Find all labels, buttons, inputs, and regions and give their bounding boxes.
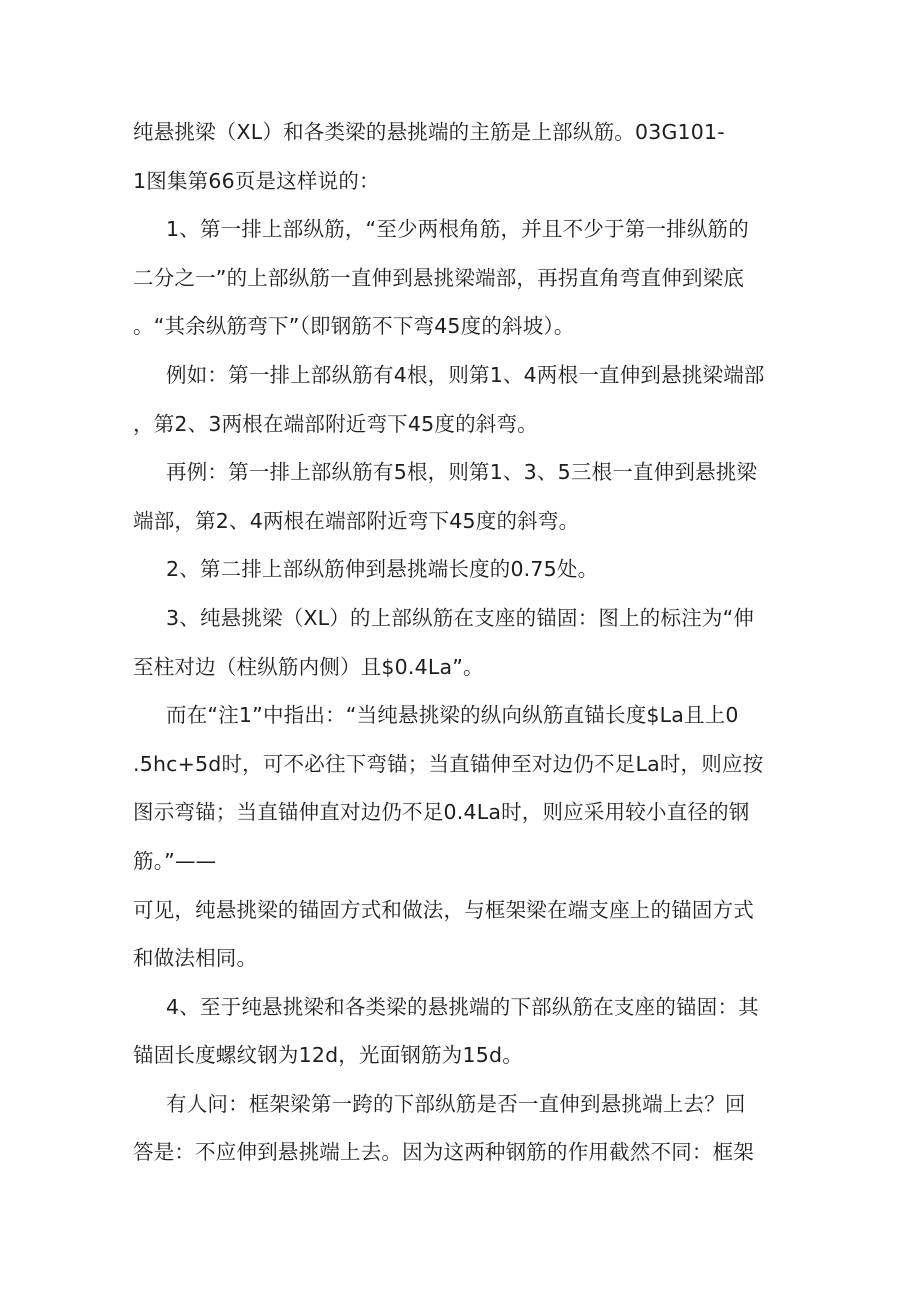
- text-line: 例如：第一排上部纵筋有4根，则第1、4两根一直伸到悬挑梁端部: [166, 362, 765, 387]
- text-line: 锚固长度螺纹钢为12d，光面钢筋为15d。: [133, 1043, 523, 1068]
- text-line: 有人问：框架梁第一跨的下部纵筋是否一直伸到悬挑端上去？回: [166, 1091, 746, 1116]
- document-body: [133, 116, 793, 1185]
- text-line: 纯悬挑梁（XL）和各类梁的悬挑端的主筋是上部纵筋。03G101-: [133, 120, 725, 144]
- text-line: 图示弯锚；当直锚伸直对边仍不足0.4La时，则应采用较小直径的钢: [133, 800, 750, 825]
- text-line: 而在“注1”中指出：“当纯悬挑梁的纵向纵筋直锚长度$La且上0: [166, 703, 739, 728]
- text-line: 。“其余纵筋弯下”（即钢筋不下弯45度的斜坡）。: [133, 314, 575, 339]
- text-line: 筋。”——: [133, 848, 217, 873]
- text-line: 1、第一排上部纵筋，“至少两根角筋，并且不少于第一排纵筋的: [166, 217, 749, 242]
- text-line: 再例：第一排上部纵筋有5根，则第1、3、5三根一直伸到悬挑梁: [166, 460, 758, 485]
- text-line: 和做法相同。: [133, 946, 258, 971]
- text-line: 端部，第2、4两根在端部附近弯下45度的斜弯。: [133, 508, 580, 533]
- text-line: 3、纯悬挑梁（XL）的上部纵筋在支座的锚固：图上的标注为“伸: [166, 605, 755, 630]
- text-line: 1图集第66页是这样说的：: [133, 168, 380, 193]
- text-line: 至柱对边（柱纵筋内侧）且$0.4La”。: [133, 654, 484, 679]
- text-line: 2、第二排上部纵筋伸到悬挑端长度的0.75处。: [166, 557, 599, 582]
- text-line: 4、至于纯悬挑梁和各类梁的悬挑端的下部纵筋在支座的锚固：其: [166, 994, 759, 1019]
- text-line: .5hc+5d时，可不必往下弯锚；当直锚伸至对边仍不足La时，则应按: [133, 751, 764, 776]
- text-line: 答是：不应伸到悬挑端上去。因为这两种钢筋的作用截然不同：框架: [133, 1140, 754, 1165]
- text-line: ，第2、3两根在端部附近弯下45度的斜弯。: [133, 411, 538, 436]
- text-line: 可见，纯悬挑梁的锚固方式和做法，与框架梁在端支座上的锚固方式: [133, 897, 754, 922]
- text-line: 二分之一”的上部纵筋一直伸到悬挑梁端部，再拐直角弯直伸到梁底: [133, 265, 745, 290]
